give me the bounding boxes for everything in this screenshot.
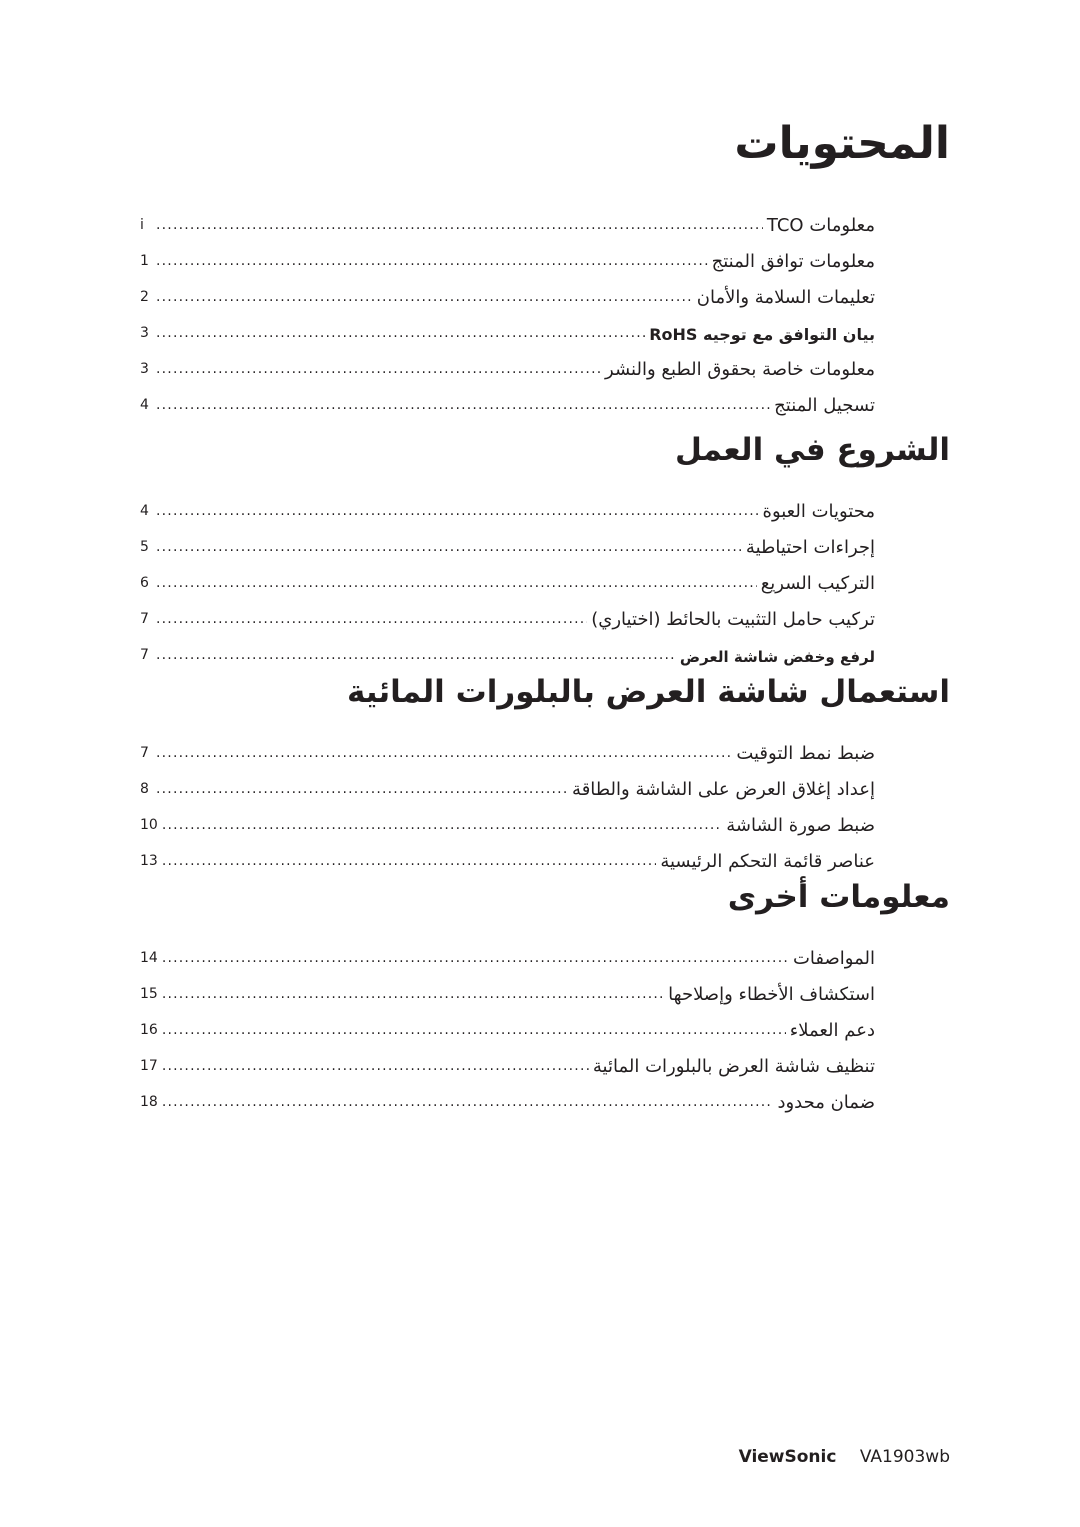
toc-entry-label: ضبط نمط التوقيت [736,743,875,764]
page-title: المحتويات [734,118,950,169]
toc-entry-rohs[interactable] [140,308,875,344]
toc-entry-label: عناصر قائمة التحكم الرئيسية [660,851,875,872]
toc-entry-label: إعداد إغلاق العرض على الشاشة والطاقة [572,779,875,800]
toc-section-general [140,200,950,416]
dot-leader [162,817,722,836]
toc-entry-customer-support[interactable] [140,1005,875,1041]
dot-leader [156,575,757,594]
toc-entry-label: التركيب السريع [760,573,875,594]
section-heading: استعمال شاشة العرض بالبلورات المائية [347,674,950,710]
section-heading: معلومات أخرى [727,879,950,915]
dot-leader [156,361,601,380]
dot-leader [156,745,732,764]
toc-section-getting-started [140,428,950,666]
toc-entry-adjust-image[interactable] [140,800,875,836]
toc-list [140,728,875,872]
toc-page-number: 8 [140,781,149,797]
dot-leader [162,853,657,872]
dot-leader [156,289,693,308]
toc-page-number: 14 [140,950,158,966]
toc-entry-registration[interactable] [140,380,875,416]
dot-leader [156,397,770,416]
toc-section-other-info [140,875,950,1113]
toc-page-number: 7 [140,745,149,761]
toc-entry-main-menu[interactable] [140,836,875,872]
toc-entry-quick-install[interactable] [140,558,875,594]
dot-leader [162,950,789,969]
toc-page-number: 6 [140,575,149,591]
toc-entry-osd-power-lock[interactable] [140,764,875,800]
toc-entry-label: معلومات توافق المنتج [711,251,875,272]
toc-entry-label: ضمان محدود [777,1092,875,1113]
toc-entry-timing-mode[interactable] [140,728,875,764]
toc-entry-label: ضبط صورة الشاشة [726,815,875,836]
toc-page-number: 3 [140,361,149,377]
toc-entry-label: بيان التوافق مع توجيه RoHS [649,325,875,344]
toc-entry-tco[interactable] [140,200,875,236]
toc-page-number: 17 [140,1058,158,1074]
toc-page-number: 5 [140,539,149,555]
toc-list [140,200,875,416]
toc-entry-label: استكشاف الأخطاء وإصلاحها [668,984,875,1005]
toc-page-number: 15 [140,986,158,1002]
dot-leader [156,217,763,236]
toc-entry-label: محتويات العبوة [762,501,875,522]
dot-leader [162,1058,589,1077]
toc-entry-cleaning[interactable] [140,1041,875,1077]
toc-entry-copyright[interactable] [140,344,875,380]
dot-leader [162,1094,774,1113]
toc-page-number: 18 [140,1094,158,1110]
toc-entry-height-adjust[interactable] [140,630,875,666]
toc-page-number: 13 [140,853,158,869]
toc-entry-safety[interactable] [140,272,875,308]
toc-entry-package-contents[interactable] [140,486,875,522]
dot-leader [156,503,759,522]
toc-page-number: 3 [140,325,149,341]
toc-entry-label: معلومات خاصة بحقوق الطبع والنشر [605,359,875,380]
toc-page-number: 16 [140,1022,158,1038]
dot-leader [156,325,645,344]
toc-entry-troubleshooting[interactable] [140,969,875,1005]
model-number: VA1903wb [859,1447,950,1467]
toc-list [140,486,875,666]
toc-entry-specifications[interactable] [140,933,875,969]
brand-name: ViewSonic [738,1447,837,1467]
toc-page-number: 2 [140,289,149,305]
dot-leader [156,781,568,800]
toc-entry-precautions[interactable] [140,522,875,558]
toc-entry-label: تنظيف شاشة العرض بالبلورات المائية [592,1056,875,1077]
toc-entry-label: تركيب حامل التثبيت بالحائط (اختياري) [591,609,875,630]
toc-entry-label: دعم العملاء [789,1020,875,1041]
dot-leader [156,253,708,272]
toc-entry-warranty[interactable] [140,1077,875,1113]
dot-leader [156,647,676,666]
toc-page-number: 4 [140,503,149,519]
dot-leader [156,611,587,630]
toc-page-number: 4 [140,397,149,413]
dot-leader [162,986,664,1005]
section-heading: الشروع في العمل [674,432,950,468]
toc-page-number: 1 [140,253,149,269]
toc-entry-label: لرفع وخفض شاشة العرض [679,648,875,666]
toc-entry-label: معلومات TCO [766,215,875,236]
toc-entry-compliance[interactable] [140,236,875,272]
toc-page-number: 10 [140,817,158,833]
toc-entry-label: إجراءات احتياطية [745,537,875,558]
toc-entry-label: المواصفات [792,948,875,969]
toc-page-number: 7 [140,647,149,663]
page-footer [739,1447,950,1467]
toc-section-using-display [140,670,950,872]
toc-entry-wall-mount[interactable] [140,594,875,630]
toc-entry-label: تسجيل المنتج [774,395,875,416]
toc-page-number: 7 [140,611,149,627]
dot-leader [156,539,742,558]
toc-page-number: i [140,217,144,233]
toc-entry-label: تعليمات السلامة والأمان [696,287,875,308]
dot-leader [162,1022,786,1041]
toc-list [140,933,875,1113]
